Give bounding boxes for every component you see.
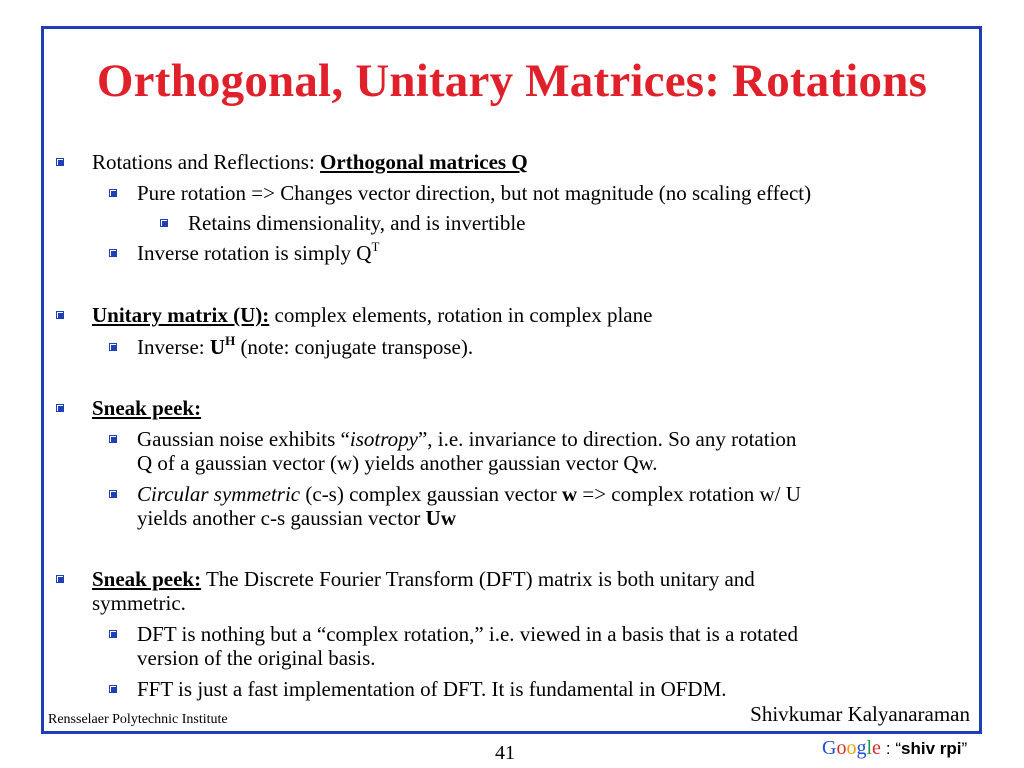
google-letter: G — [822, 737, 837, 759]
bullet-dft-rotation — [137, 622, 798, 670]
google-logo — [822, 737, 967, 760]
bullet-inverse-rotation — [137, 241, 379, 265]
square-bullet-icon — [56, 575, 64, 583]
square-bullet-icon — [109, 630, 117, 638]
square-bullet-icon — [109, 685, 117, 693]
bullet-text: version of the original basis. — [137, 646, 376, 670]
square-bullet-icon — [109, 189, 117, 197]
square-bullet-icon — [109, 343, 117, 351]
bullet-text: Rotations and Reflections: — [92, 150, 321, 174]
superscript: T — [371, 239, 380, 254]
square-bullet-icon — [56, 311, 64, 319]
bullet-gaussian-noise — [137, 427, 796, 475]
bullet-italic-text: isotropy — [349, 427, 418, 451]
bullet-circular-symmetric — [137, 482, 801, 530]
bullet-bold-text: U — [209, 335, 226, 359]
square-bullet-icon — [56, 158, 64, 166]
bullet-text: => complex rotation w/ U — [577, 482, 801, 506]
google-letter: o — [836, 737, 847, 759]
bullet-text: ”, i.e. invariance to direction. So any rotation — [417, 427, 797, 451]
google-letter: o — [846, 737, 857, 759]
bullet-text: Pure rotation => Changes vector direction, but not magnitude (no scaling effect) — [137, 181, 812, 205]
google-suffix-bold: shiv rpi — [901, 739, 962, 758]
bullet-text: Retains dimensionality, and is invertible — [188, 211, 526, 235]
bullet-text: complex elements, rotation in complex plane — [269, 303, 653, 327]
bullet-bold-text: Unitary matrix (U): — [92, 303, 270, 327]
institute-name: Rensselaer Polytechnic Institute — [48, 712, 228, 727]
bullet-text: Inverse rotation is simply Q — [137, 241, 372, 265]
bullet-sneak-peek-1 — [92, 396, 201, 420]
page-number: 41 — [495, 742, 515, 764]
bullet-sneak-peek-2 — [92, 567, 755, 615]
google-letter: l — [866, 737, 873, 759]
square-bullet-icon — [160, 219, 168, 227]
bullet-text: (note: conjugate transpose). — [235, 335, 474, 359]
square-bullet-icon — [109, 490, 117, 498]
bullet-fft — [137, 677, 727, 701]
bullet-bold-text: Sneak peek: — [92, 567, 202, 591]
bullet-text: The Discrete Fourier Transform (DFT) matrix is both unitary and — [201, 567, 755, 591]
bullet-pure-rotation — [137, 181, 811, 205]
bullet-bold-text: Uw — [425, 506, 457, 530]
slide-title: Orthogonal, Unitary Matrices: Rotations — [96, 55, 928, 107]
google-suffix-post: ” — [961, 739, 968, 758]
square-bullet-icon — [56, 404, 64, 412]
author-name: Shivkumar Kalyanaraman — [750, 702, 970, 726]
bullet-bold-text: Sneak peek: — [92, 396, 202, 420]
bullet-text: Inverse: — [137, 335, 210, 359]
google-letter: e — [872, 737, 881, 759]
bullet-bold-text: Orthogonal matrices Q — [320, 150, 528, 174]
bullet-retains-dimensionality — [188, 211, 526, 235]
bullet-unitary-matrix — [92, 303, 652, 327]
bullet-inverse-unitary — [137, 335, 473, 359]
bullet-text: symmetric. — [92, 591, 186, 615]
bullet-text: (c-s) complex gaussian vector — [300, 482, 562, 506]
square-bullet-icon — [109, 249, 117, 257]
google-letter: g — [856, 737, 867, 759]
google-suffix — [886, 739, 967, 758]
bullet-italic-text: Circular symmetric — [137, 482, 301, 506]
bullet-text: Q of a gaussian vector (w) yields another gaussian vector Qw. — [137, 451, 658, 475]
google-suffix-pre: : “ — [885, 739, 902, 758]
bullet-text: FFT is just a fast implementation of DFT. It is fundamental in OFDM. — [137, 677, 727, 701]
bullet-bold-text: w — [561, 482, 578, 506]
superscript: H — [225, 333, 236, 348]
bullet-text: DFT is nothing but a “complex rotation,” i.e. viewed in a basis that is a rotated — [137, 622, 798, 646]
bullet-text: Gaussian noise exhibits “ — [137, 427, 350, 451]
bullet-text: yields another c-s gaussian vector — [137, 506, 426, 530]
square-bullet-icon — [109, 435, 117, 443]
bullet-rotations — [92, 150, 528, 174]
